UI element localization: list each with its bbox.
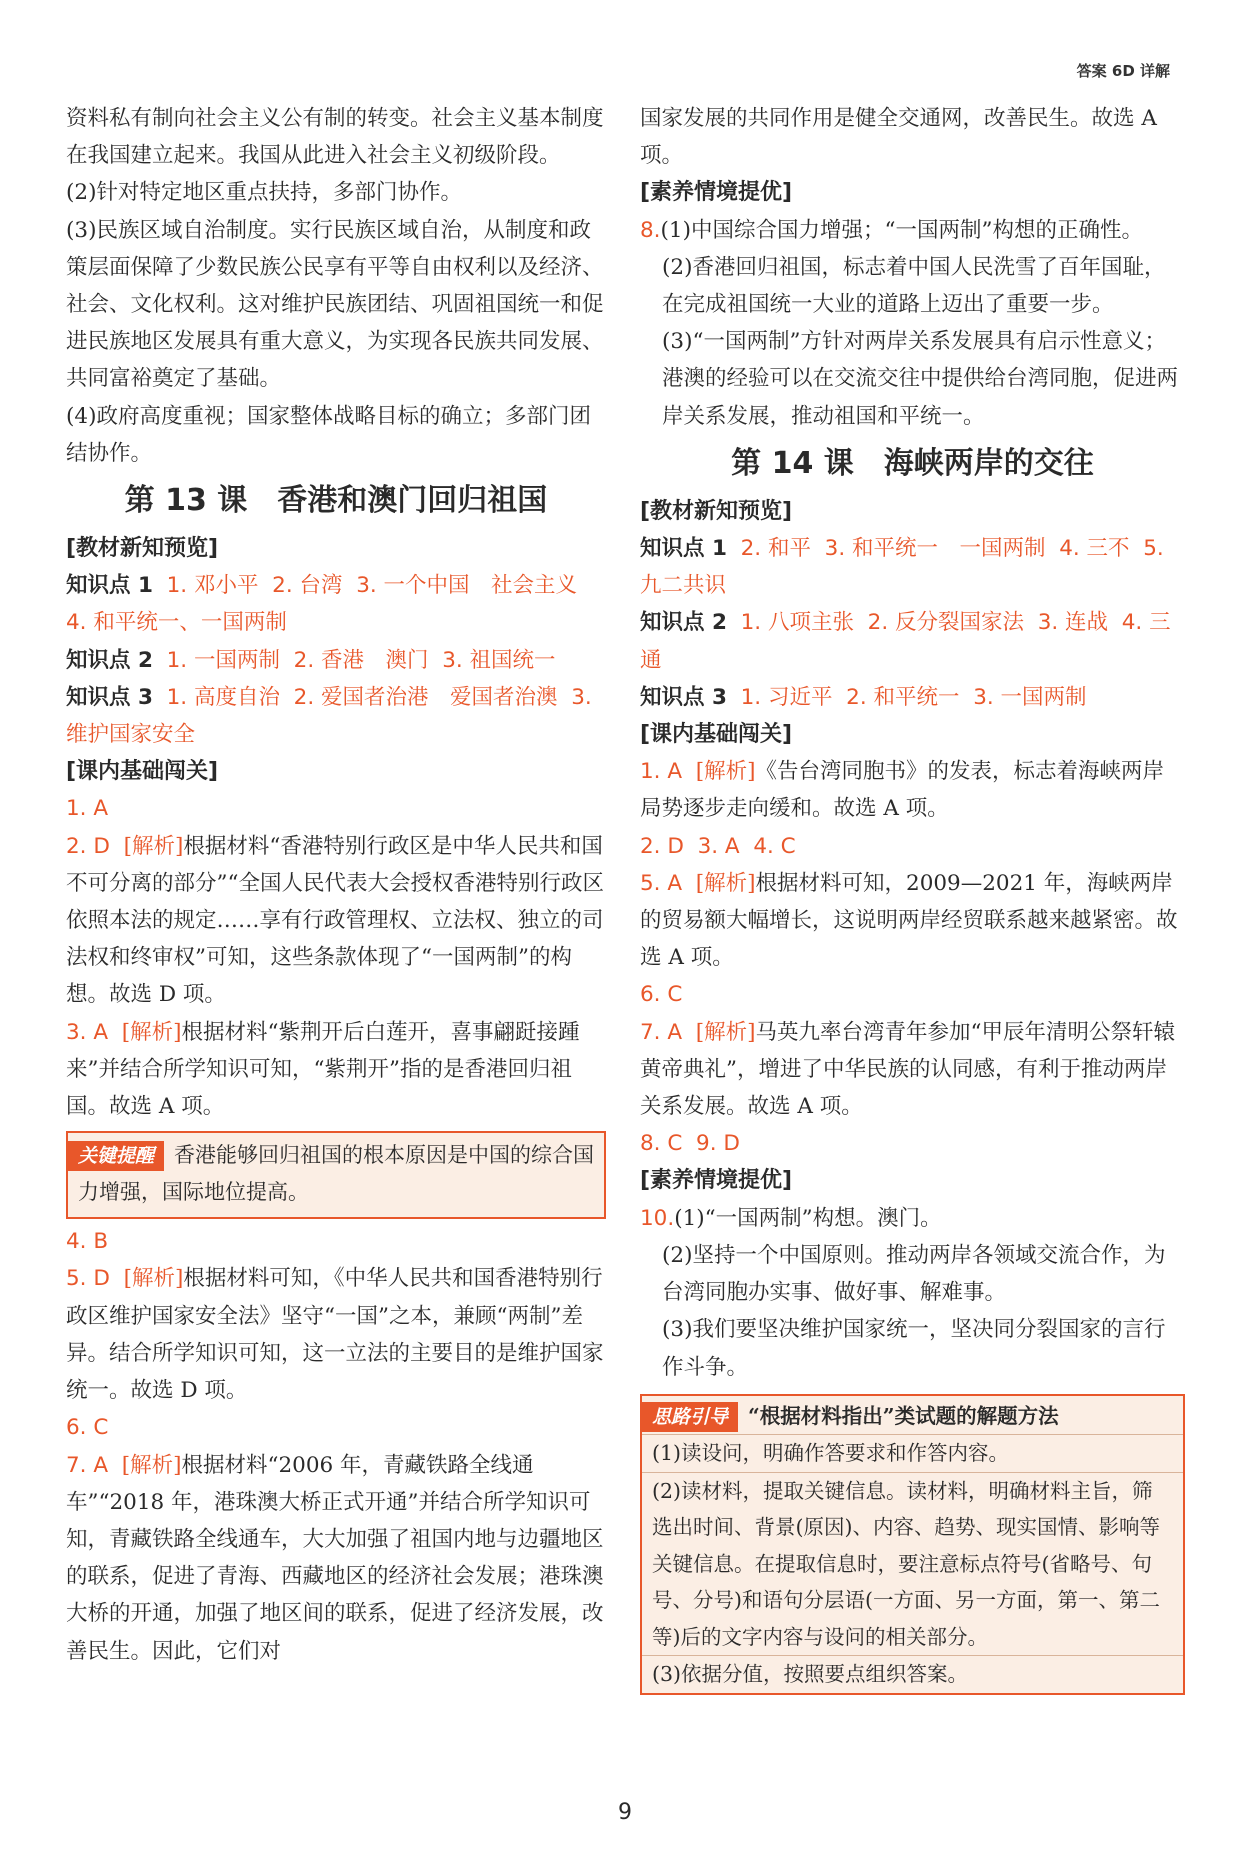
section-heading: [课内基础闯关] xyxy=(66,759,219,785)
answer-item xyxy=(66,1014,606,1126)
analysis-text: 《告台湾同胞书》的发表，标志着海峡两岸局势逐步走向缓和。故选 A 项。 xyxy=(640,759,1165,822)
kp-label: 知识点 3 xyxy=(66,684,153,710)
kp-answer: 2. 爱国者治港 爱国者治澳 xyxy=(293,684,558,710)
knowledge-point xyxy=(640,604,1185,678)
text-paragraph: (4)政府高度重视；国家整体战略目标的确立；多部门团结协作。 xyxy=(66,403,591,466)
kp-label: 知识点 3 xyxy=(640,684,727,710)
answer-number: 4. C xyxy=(753,833,796,859)
left-column xyxy=(66,100,606,1670)
text-paragraph: (2)针对特定地区重点扶持，多部门协作。 xyxy=(66,180,462,206)
answer-number: 7. A xyxy=(640,1019,683,1045)
kp-answer: 4. 和平统一、一国两制 xyxy=(66,610,287,636)
box-line: (2)读材料，提取关键信息。读材料，明确材料主旨，筛选出时间、背景(原因)、内容、趋势、现实国情、影响等关键信息。在提取信息时，要注意标点符号(省略号、句号、分号)和语句分层语(一方面、另一方面，第一、第二等)后的文字内容与设问的相关部分。 xyxy=(642,1472,1183,1656)
answer-item xyxy=(66,1260,606,1409)
knowledge-point xyxy=(66,679,606,753)
knowledge-point xyxy=(66,642,606,679)
answer-text: (3)“一国两制”方针对两岸关系发展具有启示性意义；港澳的经验可以在交流交往中提供给台湾同胞，促进两岸关系发展，推动祖国和平统一。 xyxy=(662,329,1179,429)
answer-item xyxy=(640,212,1185,249)
answer-item xyxy=(640,976,1185,1013)
answer-number: 4. B xyxy=(66,1229,109,1255)
answer-number: 8. C xyxy=(640,1131,683,1157)
section-heading: [教材新知预览] xyxy=(640,498,793,524)
key-reminder-box xyxy=(66,1131,606,1219)
analysis-tag: [解析] xyxy=(123,833,184,859)
knowledge-point xyxy=(640,679,1185,716)
knowledge-point xyxy=(66,567,606,641)
analysis-text: 根据材料可知，《中华人民共和国香港特别行政区维护国家安全法》坚守“一国”之本，兼顾“两制”差异。结合所学知识可知，这一立法的主要目的是维护国家统一。故选 D 项。 xyxy=(66,1266,604,1404)
section-heading: [素养情境提优] xyxy=(640,1168,793,1194)
kp-answer: 1. 邓小平 xyxy=(166,573,259,599)
answer-number: 6. C xyxy=(640,982,683,1008)
text-paragraph: 资料私有制向社会主义公有制的转变。社会主义基本制度在我国建立起来。我国从此进入社会主义初级阶段。 xyxy=(66,106,604,169)
answer-item xyxy=(640,1014,1185,1126)
kp-answer: 1. 习近平 xyxy=(740,684,833,710)
answer-number: 5. A xyxy=(640,870,683,896)
answer-number: 1. A xyxy=(66,796,109,822)
box-title: “根据材料指出”类试题的解题方法 xyxy=(748,1403,1059,1428)
analysis-text: 根据材料“紫荆开后白莲开，喜事翩跹接踵来”并结合所学知识可知，“紫荆开”指的是香港回归祖国。故选 A 项。 xyxy=(66,1019,580,1120)
text-paragraph: (3)民族区域自治制度。实行民族区域自治，从制度和政策层面保障了少数民族公民享有平等自由权利以及经济、社会、文化权利。这对维护民族团结、巩固祖国统一和促进民族地区发展具有重大意义，为实现各民族共同发展、共同富裕奠定了基础。 xyxy=(66,217,604,392)
answer-number: 7. A xyxy=(66,1452,109,1478)
page-number: 9 xyxy=(618,1800,632,1825)
answer-number: 8. xyxy=(640,217,661,243)
answer-number: 10. xyxy=(640,1205,675,1231)
answer-text: (2)香港回归祖国，标志着中国人民洗雪了百年国耻，在完成祖国统一大业的道路上迈出了重要一步。 xyxy=(662,254,1166,318)
section-heading: [素养情境提优] xyxy=(640,180,793,206)
answer-number: 3. A xyxy=(697,833,740,859)
answer-item xyxy=(66,790,606,827)
kp-answer: 3. 一个中国 社会主义 xyxy=(356,573,578,599)
analysis-text: 根据材料“2006 年，青藏铁路全线通车”“2018 年，港珠澳大桥正式开通”并结合所学知识可知，青藏铁路全线通车，大大加强了祖国内地与边疆地区的联系，促进了青海、西藏地区的经济社会发展；港珠澳大桥的开通，加强了地区间的联系，促进了经济发展，改善民生。因此，它们对 xyxy=(66,1452,604,1664)
box-header xyxy=(642,1396,1183,1435)
answer-number: 2. D xyxy=(66,833,110,859)
box-line: (3)依据分值，按照要点组织答案。 xyxy=(642,1655,1183,1693)
kp-answer: 3. 和平统一 一国两制 xyxy=(824,536,1046,562)
kp-answer: 4. 三不 xyxy=(1059,536,1130,562)
box-line: (1)读设问，明确作答要求和作答内容。 xyxy=(642,1434,1183,1472)
kp-answer: 3. 维护国家安全 xyxy=(66,684,592,748)
analysis-tag: [解析] xyxy=(123,1266,184,1292)
answer-text: (1)中国综合国力增强；“一国两制”构想的正确性。 xyxy=(660,217,1143,243)
answer-number: 9. D xyxy=(696,1131,740,1157)
answer-item xyxy=(66,1409,606,1446)
answer-number: 3. A xyxy=(66,1019,109,1045)
lesson-title: 第 13 课 香港和澳门回归祖国 xyxy=(124,483,548,519)
box-text: 香港能够回归祖国的根本原因是中国的综合国力增强，国际地位提高。 xyxy=(78,1143,595,1205)
analysis-tag: [解析] xyxy=(695,870,756,896)
box-tag: 关键提醒 xyxy=(68,1141,164,1171)
section-heading: [课内基础闯关] xyxy=(640,722,793,748)
answer-item xyxy=(640,828,1185,865)
kp-answer: 2. 台湾 xyxy=(272,573,343,599)
kp-answer: 4. 三通 xyxy=(640,610,1171,673)
kp-label: 知识点 1 xyxy=(66,573,153,599)
kp-answer: 1. 高度自治 xyxy=(166,684,280,710)
kp-label: 知识点 2 xyxy=(640,610,727,636)
answer-item xyxy=(66,828,606,1014)
answer-item xyxy=(640,1125,1185,1162)
kp-answer: 1. 八项主张 xyxy=(740,610,854,636)
kp-answer: 2. 和平统一 xyxy=(846,684,960,710)
kp-answer: 1. 一国两制 xyxy=(166,647,280,673)
answer-number: 6. C xyxy=(66,1415,109,1441)
kp-answer: 5. 九二共识 xyxy=(640,536,1164,599)
page-header: 答案 6D 详解 xyxy=(1076,62,1170,80)
answer-number: 1. A xyxy=(640,759,683,785)
answer-text: (2)坚持一个中国原则。推动两岸各领域交流合作，为台湾同胞办实事、做好事、解难事。 xyxy=(662,1242,1166,1306)
answer-number: 2. D xyxy=(640,833,684,859)
kp-answer: 2. 和平 xyxy=(740,536,811,562)
kp-answer: 2. 香港 澳门 xyxy=(293,647,429,673)
kp-answer: 2. 反分裂国家法 xyxy=(867,610,1025,636)
knowledge-point xyxy=(640,530,1185,604)
lesson-title: 第 14 课 海峡两岸的交往 xyxy=(731,445,1094,481)
analysis-tag: [解析] xyxy=(695,759,756,785)
answer-item xyxy=(640,753,1185,827)
answer-item xyxy=(640,865,1185,977)
analysis-text: 马英九率台湾青年参加“甲辰年清明公祭轩辕黄帝典礼”，增进了中华民族的认同感，有利于推动两岸关系发展。故选 A 项。 xyxy=(640,1019,1176,1120)
answer-item xyxy=(66,1223,606,1260)
method-guide-box xyxy=(640,1394,1185,1695)
text-paragraph: 国家发展的共同作用是健全交通网，改善民生。故选 A 项。 xyxy=(640,106,1157,169)
analysis-tag: [解析] xyxy=(695,1019,756,1045)
answer-text: (3)我们要坚决维护国家统一，坚决同分裂国家的言行作斗争。 xyxy=(662,1317,1166,1380)
answer-item xyxy=(640,1200,1185,1237)
section-heading: [教材新知预览] xyxy=(66,536,219,562)
analysis-tag: [解析] xyxy=(121,1019,182,1045)
kp-answer: 3. 一国两制 xyxy=(973,684,1087,710)
kp-answer: 3. 连战 xyxy=(1037,610,1109,636)
right-column xyxy=(640,100,1185,1695)
answer-number: 5. D xyxy=(66,1266,110,1292)
kp-label: 知识点 1 xyxy=(640,536,727,562)
answer-item xyxy=(66,1447,606,1670)
analysis-text: 根据材料可知，2009—2021 年，海峡两岸的贸易额大幅增长，这说明两岸经贸联系越来越紧密。故选 A 项。 xyxy=(640,870,1178,971)
kp-label: 知识点 2 xyxy=(66,647,153,673)
kp-answer: 3. 祖国统一 xyxy=(442,647,556,673)
analysis-tag: [解析] xyxy=(121,1452,182,1478)
analysis-text: 根据材料“香港特别行政区是中华人民共和国不可分离的部分”“全国人民代表大会授权香港特别行政区依照本法的规定……享有行政管理权、立法权、独立的司法权和终审权”可知，这些条款体现了“一国两制”的构想。故选 D 项。 xyxy=(66,833,604,1008)
box-tag: 思路引导 xyxy=(642,1402,738,1432)
answer-text: (1)“一国两制”构想。澳门。 xyxy=(674,1205,942,1231)
